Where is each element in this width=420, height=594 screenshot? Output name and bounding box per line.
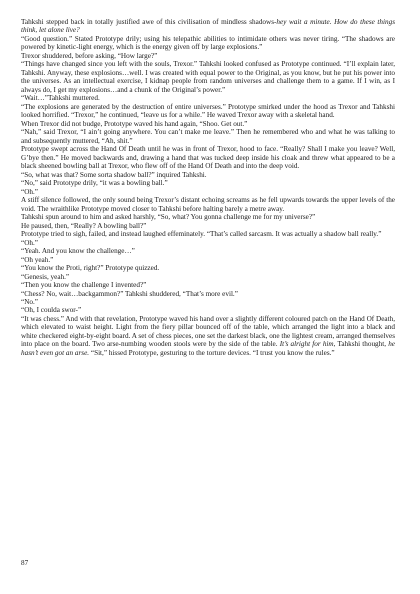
- paragraph: [21, 264, 395, 272]
- paragraph: [21, 306, 395, 314]
- paragraph: [21, 196, 395, 213]
- text-run: “Oh.”: [21, 238, 38, 247]
- paragraph: [21, 298, 395, 306]
- paragraph: [21, 145, 395, 170]
- paragraph: [21, 103, 395, 120]
- book-page: [21, 18, 395, 357]
- paragraph: [21, 213, 395, 221]
- text-run: “Yeah. And you know the challenge…”: [21, 247, 135, 256]
- paragraph: [21, 60, 395, 94]
- text-run: Prototype swept across the Hand Of Death until he was in front of Trexor, hood to face. “Really? Shall I make you leave? Well, G’bye then.” He moved backwards and, drawing a hand that was tucked deep inside his cloak and threw what appeared to be a black sheened bowling ball at Trexor, who flew off of the Hand Of Death and into the deep void.: [21, 145, 395, 171]
- text-run: “Then you know the challenge I invented?”: [21, 281, 147, 290]
- italic-text-run: he hasn’t even got an arse.: [21, 340, 395, 357]
- text-run: “Oh yeah.”: [21, 255, 54, 264]
- paragraph: [21, 94, 395, 102]
- text-run: A stiff silence followed, the only sound being Trexor’s distant echoing screams as he fell upwards towards the upper levels of the void. The wraithlike Prototype moved closer to Tahkshi before halting barely a metre away.: [21, 196, 395, 213]
- text-run: “The explosions are generated by the destruction of entire universes.” Prototype smirked under the hood as Trexor and Tahkshi looked horrified. “Trexor,” he continued, “leave us for a while.” He waved Trexor away with a skeletal hand.: [21, 102, 395, 120]
- paragraph: [21, 35, 395, 52]
- text-run: “Oh.”: [21, 187, 38, 196]
- text-run: “It was chess.” And with that revelation, Prototype waved his hand over a slightly different coloured patch on the Hand Of Death, which elevated to waist height. Light from the fiery pillar bounced off of the table, which arranged the light into a black and white checkered eight-by-eight board. A set of chess pieces, one set the darkest black, one the lightest cream, arranged themselves into place on the board. Two arse-numbing wooden stools were by the side of the table.: [21, 314, 395, 349]
- text-run: Tahkshi thought,: [335, 340, 389, 349]
- paragraph: [21, 315, 395, 357]
- text-run: “Good question.” Stated Prototype drily; using his telepathic abilities to intimidate others was never tiring. “The shadows are powered by kinetic-light energy, which is the energy given off by large explosions.”: [21, 34, 395, 52]
- italic-text-run: hey wait a minute. How do these things think, let alone live?: [21, 18, 396, 35]
- text-run: “Sit,” hissed Prototype, gesturing to the torture devices. “I trust you know the rules.”: [89, 348, 335, 357]
- paragraph: [21, 256, 395, 264]
- text-run: “Things have changed since you left with the souls, Trexor.” Tahkshi looked confused as Prototype continued. “I’ll explain later, Tahkshi. Anyway, these explosions…well. I was created with equal power to the Original, as you know, but he put his power into the universes. As an intellectual exercise, I kidnap people from random universes and challenge them to a game. If I win, as I always do, I get my explosions…and a chunk of the Original’s power.”: [21, 60, 395, 94]
- text-run: “Genesis, yeah.”: [21, 272, 70, 281]
- paragraph: [21, 120, 395, 128]
- text-run: “Chess? No, wait…backgammon?” Tahkshi shuddered, “That’s more evil.”: [21, 289, 238, 298]
- page-number: 87: [21, 559, 29, 567]
- paragraph: [21, 222, 395, 230]
- text-run: “Nah,” said Trexor, “I ain’t going anywhere. You can’t make me leave.” Then he remembered who and what he was talking to and subsequently muttered, “Ah, shit.”: [21, 128, 395, 145]
- paragraph: [21, 247, 395, 255]
- paragraph: [21, 239, 395, 247]
- paragraph: [21, 188, 395, 196]
- text-run: Prototype tried to sigh, failed, and instead laughed effeminately. “That’s called sarcasm. It was actually a shadow ball really.”: [21, 230, 382, 239]
- paragraph: [21, 18, 395, 35]
- text-run: “No,” said Prototype drily, “it was a bowling ball.”: [21, 179, 168, 188]
- paragraph: [21, 179, 395, 187]
- body-text: [21, 18, 395, 357]
- text-run: He paused, then, “Really? A bowling ball?”: [21, 221, 147, 230]
- paragraph: [21, 281, 395, 289]
- paragraph: [21, 128, 395, 145]
- text-run: “So, what was that? Some sorta shadow ball?” inquired Tahkshi.: [21, 170, 207, 179]
- text-run: Tahkshi spun around to him and asked harshly, “So, what? You gonna challenge me for my universe?”: [21, 213, 316, 222]
- text-run: Tahkshi stepped back in totally justified awe of this civilisation of mindless shadows-: [21, 18, 277, 26]
- paragraph: [21, 52, 395, 60]
- paragraph: [21, 273, 395, 281]
- paragraph: [21, 230, 395, 238]
- italic-text-run: It’s alright for him,: [279, 340, 336, 349]
- text-run: “Wait…”Tahkshi muttered.: [21, 94, 100, 103]
- text-run: When Trexor did not budge, Prototype waved his hand again, “Shoo. Get out.”: [21, 119, 248, 128]
- text-run: Trexor shuddered, before asking, “How large?”: [21, 51, 158, 60]
- text-run: “No.”: [21, 297, 38, 306]
- text-run: “Oh, I coulda swor-”: [21, 306, 82, 315]
- paragraph: [21, 290, 395, 298]
- paragraph: [21, 171, 395, 179]
- text-run: “You know the Proti, right?” Prototype quizzed.: [21, 264, 160, 273]
